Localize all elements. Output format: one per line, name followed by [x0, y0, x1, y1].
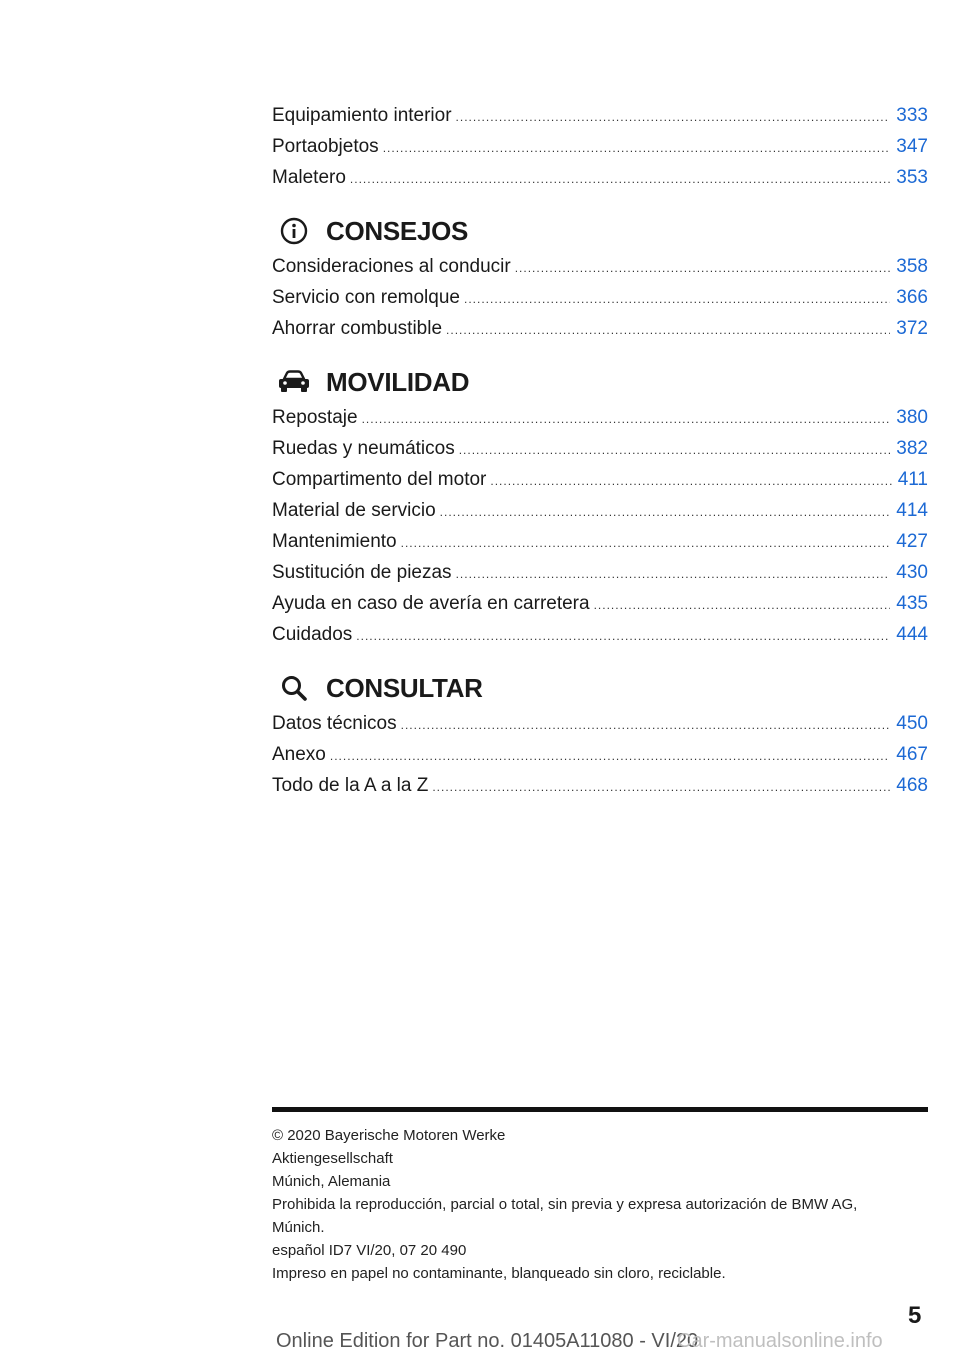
section-title: CONSULTAR	[326, 672, 483, 703]
toc-entry[interactable]	[272, 495, 928, 526]
toc-page-link[interactable]: 347	[896, 136, 928, 157]
toc-page-link[interactable]: 353	[896, 167, 928, 188]
toc-page-link[interactable]: 372	[896, 318, 928, 339]
toc-entry-label: Ahorrar combustible	[272, 318, 443, 339]
toc-entry[interactable]	[272, 526, 928, 557]
toc-leader-dots	[432, 772, 890, 803]
toc-leader-dots	[515, 253, 891, 284]
toc-entry-label: Ruedas y neumáticos	[272, 438, 455, 459]
toc-page-link[interactable]: 435	[896, 593, 928, 614]
toc-entry[interactable]	[272, 770, 928, 801]
search-icon	[274, 668, 314, 708]
toc-entry-label: Todo de la A a la Z	[272, 775, 429, 796]
toc-leader-dots	[490, 466, 891, 497]
toc-leader-dots	[401, 528, 891, 559]
info-icon	[274, 211, 314, 251]
toc-entry-label: Sustitución de piezas	[272, 562, 452, 583]
toc-entry-label: Ayuda en caso de avería en carretera	[272, 593, 590, 614]
section-title: CONSEJOS	[326, 215, 469, 246]
toc-page-link[interactable]: 427	[896, 531, 928, 552]
toc-entry[interactable]	[272, 557, 928, 588]
toc-page-link[interactable]: 382	[896, 438, 928, 459]
toc-leader-dots	[330, 741, 890, 772]
toc-entry-label: Equipamiento interior	[272, 105, 452, 126]
section-heading-consultar	[272, 668, 928, 708]
toc-leader-dots	[362, 404, 891, 435]
toc-page-link[interactable]: 450	[896, 713, 928, 734]
toc-page-link[interactable]: 358	[896, 256, 928, 277]
toc-entry[interactable]	[272, 708, 928, 739]
imprint-line: Múnich.	[272, 1219, 325, 1236]
toc-entry-label: Datos técnicos	[272, 713, 397, 734]
toc-entry[interactable]	[272, 402, 928, 433]
toc-entry-label: Repostaje	[272, 407, 358, 428]
imprint-line: © 2020 Bayerische Motoren Werke	[272, 1127, 506, 1144]
toc-intro-group	[272, 100, 928, 193]
toc-leader-dots	[456, 102, 891, 133]
imprint-line: Aktiengesellschaft	[272, 1150, 393, 1167]
toc-entry[interactable]	[272, 739, 928, 770]
toc-page-link[interactable]: 467	[896, 744, 928, 765]
imprint-line: Múnich, Alemania	[272, 1173, 391, 1190]
toc-entry[interactable]	[272, 433, 928, 464]
section-title: MOVILIDAD	[326, 366, 470, 397]
table-of-contents	[272, 100, 928, 801]
toc-leader-dots	[594, 590, 891, 621]
imprint-line: Impreso en papel no contaminante, blanqueado sin cloro, reciclable.	[272, 1265, 726, 1282]
toc-page-link[interactable]: 333	[896, 105, 928, 126]
toc-entry[interactable]	[272, 313, 928, 344]
toc-entry-label: Material de servicio	[272, 500, 436, 521]
toc-entry[interactable]	[272, 100, 928, 131]
imprint-line: español ID7 VI/20, 07 20 490	[272, 1242, 467, 1259]
toc-entry[interactable]	[272, 251, 928, 282]
toc-page-link[interactable]: 380	[896, 407, 928, 428]
toc-entry-label: Maletero	[272, 167, 346, 188]
toc-entry[interactable]	[272, 282, 928, 313]
toc-page-link[interactable]: 366	[896, 287, 928, 308]
toc-entry-label: Mantenimiento	[272, 531, 397, 552]
page-number: 5	[908, 1302, 922, 1329]
toc-entry[interactable]	[272, 619, 928, 650]
toc-entry[interactable]	[272, 464, 928, 495]
toc-entry[interactable]	[272, 162, 928, 193]
watermark: Car-manualsonline.info	[677, 1330, 883, 1352]
toc-leader-dots	[356, 621, 890, 652]
toc-entry[interactable]	[272, 131, 928, 162]
toc-entry[interactable]	[272, 588, 928, 619]
toc-leader-dots	[446, 315, 890, 346]
toc-leader-dots	[350, 164, 890, 195]
toc-entry-label: Anexo	[272, 744, 326, 765]
toc-entry-label: Compartimento del motor	[272, 469, 487, 490]
toc-leader-dots	[383, 133, 891, 164]
toc-entry-label: Portaobjetos	[272, 136, 379, 157]
toc-entry-label: Consideraciones al conducir	[272, 256, 511, 277]
toc-entry-label: Servicio con remolque	[272, 287, 460, 308]
toc-leader-dots	[440, 497, 891, 528]
toc-page-link[interactable]: 468	[896, 775, 928, 796]
toc-page-link[interactable]: 444	[896, 624, 928, 645]
car-icon	[274, 362, 314, 402]
toc-leader-dots	[459, 435, 891, 466]
edition-footer: Online Edition for Part no. 01405A11080 - VI/20	[276, 1330, 699, 1352]
imprint-line: Prohibida la reproducción, parcial o total, sin previa y expresa autorización de BMW AG,	[272, 1196, 858, 1213]
section-heading-consejos	[272, 211, 928, 251]
imprint-divider	[272, 1107, 928, 1112]
toc-leader-dots	[401, 710, 891, 741]
toc-entry-label: Cuidados	[272, 624, 353, 645]
toc-page-link[interactable]: 430	[896, 562, 928, 583]
section-heading-movilidad	[272, 362, 928, 402]
toc-leader-dots	[456, 559, 891, 590]
imprint-block	[272, 1124, 912, 1285]
toc-page-link[interactable]: 411	[897, 469, 928, 490]
toc-leader-dots	[464, 284, 890, 315]
toc-page-link[interactable]: 414	[896, 500, 928, 521]
